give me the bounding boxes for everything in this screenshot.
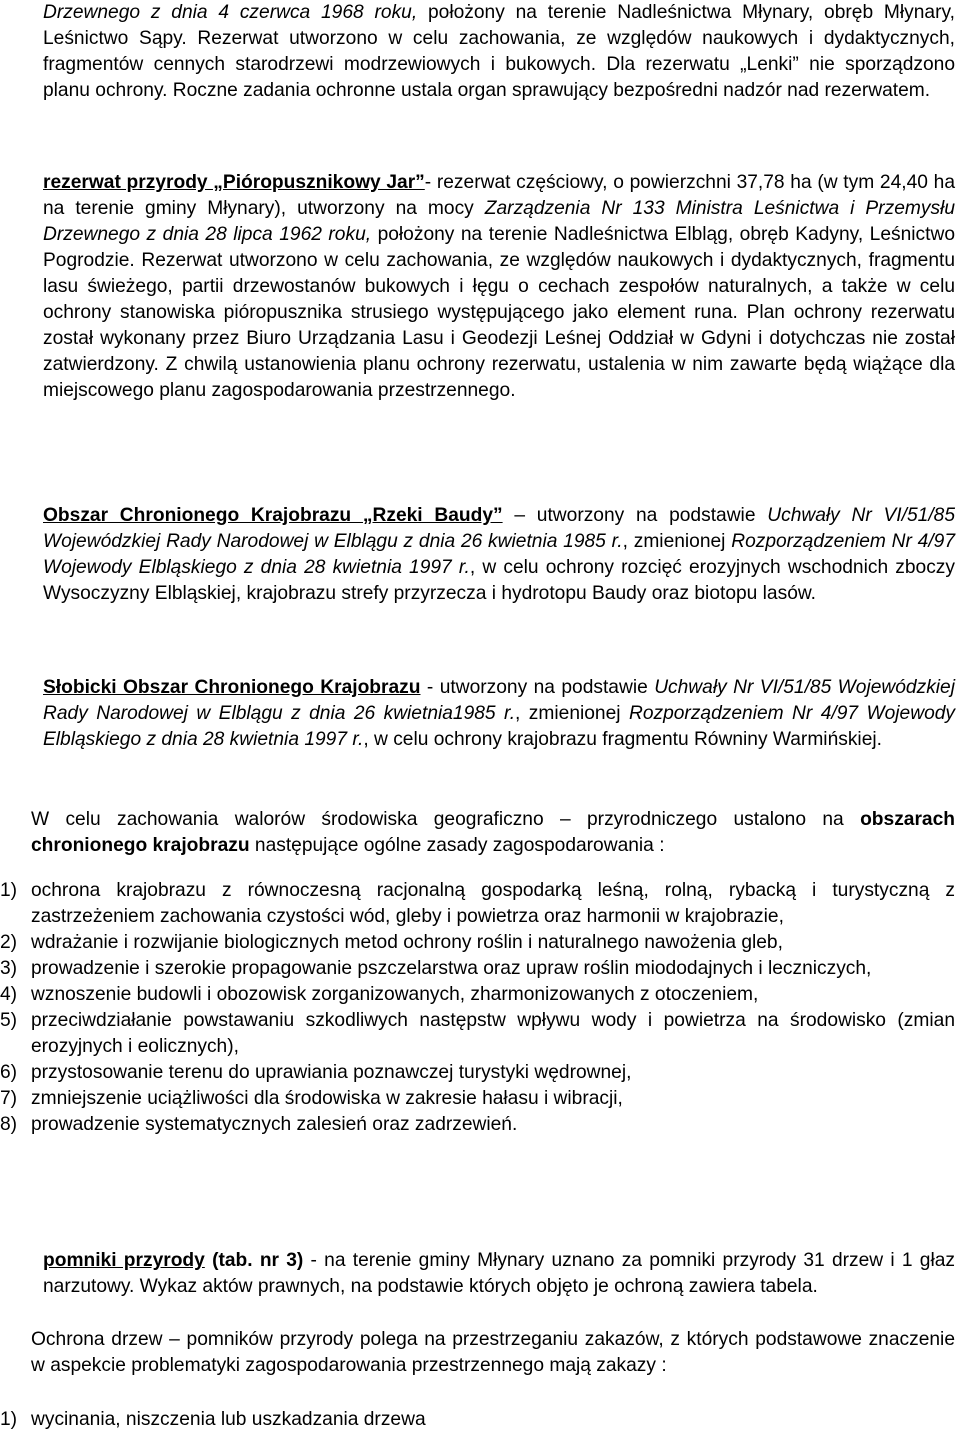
act-reference: Uchwały Nr VI/51/85 Wojewódzkiej Rady Narodowej w Elblągu z dnia 26 kwietnia 1985 r. xyxy=(43,505,955,552)
list-number: 5) xyxy=(0,1010,18,1031)
list-number: 6) xyxy=(0,1062,18,1083)
act-reference: Rozporządzeniem Nr 4/97 Wojewody Elbląskiego z dnia 28 kwietnia 1997 r. xyxy=(43,531,955,578)
paragraph-text: , w celu ochrony rozcięć erozyjnych wschodnich zboczy Wysoczyzny Elbląskiej, krajobrazu strefy przyrzecza i hydrotopu Baudy oraz biotopu lasów. xyxy=(43,557,955,604)
section-heading: rezerwat przyrody „Pióropusznikowy Jar” xyxy=(43,172,425,193)
section-heading: Obszar Chronionego Krajobrazu „Rzeki Baudy” xyxy=(43,505,503,526)
list-number: 7) xyxy=(0,1088,18,1109)
paragraph-text: położony na terenie Nadleśnictwa Młynary, obręb Młynary, Leśnictwo Sąpy. Rezerwat utworzono w celu zachowania, ze względów naukowych i dydaktycznych, fragmentów cennych starodrzewi modrzewiowych i bukowych. Dla rezerwatu „Lenki” nie sporządzono planu ochrony. Roczne zadania ochronne ustala organ sprawujący bezpośredni nadzór nad rezerwatem. xyxy=(43,2,955,101)
list-item xyxy=(0,1008,955,1060)
list-item-text: przeciwdziałanie powstawaniu szkodliwych następstw wpływu wody i powietrza na środowisko (zmian erozyjnych i eolicznych), xyxy=(31,1010,955,1057)
paragraph-text: - rezerwat częściowy, o powierzchni 37,78 ha (w tym 24,40 ha na terenie gminy Młynary), utworzony na mocy xyxy=(43,172,955,219)
prohibitions-list xyxy=(0,1407,955,1433)
list-item xyxy=(0,878,955,930)
act-reference: Drzewnego z dnia 4 czerwca 1968 roku, xyxy=(43,2,418,23)
table-reference: (tab. nr 3) xyxy=(212,1250,304,1271)
act-reference: Uchwały Nr VI/51/85 Wojewódzkiej Rady Narodowej w Elblągu z dnia 26 kwietnia1985 r. xyxy=(43,677,955,724)
paragraph-text: - utworzony na podstawie xyxy=(420,677,655,698)
list-number: 3) xyxy=(0,958,18,979)
list-item-text: wdrażanie i rozwijanie biologicznych metod ochrony roślin i naturalnego nawożenia gleb, xyxy=(31,932,783,953)
paragraph-obszar-slobicki xyxy=(43,675,955,753)
bold-term: obszarach chronionego krajobrazu xyxy=(31,809,955,856)
list-number: 2) xyxy=(0,932,18,953)
list-item-text: zmniejszenie uciążliwości dla środowiska w zakresie hałasu i wibracji, xyxy=(31,1088,623,1109)
paragraph-lenki-reserve xyxy=(43,0,955,104)
list-number: 1) xyxy=(0,1409,18,1430)
paragraph-text: następujące ogólne zasady zagospodarowania : xyxy=(249,835,665,856)
list-number: 4) xyxy=(0,984,18,1005)
paragraph-text: , w celu ochrony krajobrazu fragmentu Równiny Warmińskiej. xyxy=(363,729,882,750)
list-item-text: przystosowanie terenu do uprawiania poznawczej turystyki wędrownej, xyxy=(31,1062,632,1083)
list-item-text: prowadzenie i szerokie propagowanie pszczelarstwa oraz upraw roślin miododajnych i leczniczych, xyxy=(31,958,872,979)
list-item xyxy=(0,1112,955,1138)
list-item-text: prowadzenie systematycznych zalesień oraz zadrzewień. xyxy=(31,1114,518,1135)
paragraph-text: , zmienionej xyxy=(622,531,732,552)
paragraph-text: , zmienionej xyxy=(515,703,629,724)
list-number: 8) xyxy=(0,1114,18,1135)
paragraph-principles-intro xyxy=(31,807,955,859)
act-reference: Rozporządzeniem Nr 4/97 Wojewody Elbląskiego z dnia 28 kwietnia 1997 r. xyxy=(43,703,955,750)
list-item xyxy=(0,1060,955,1086)
section-heading: Słobicki Obszar Chronionego Krajobrazu xyxy=(43,677,421,698)
paragraph-text: W celu zachowania walorów środowiska geograficzno – przyrodniczego ustalono na xyxy=(31,809,861,830)
paragraph-text: – utworzony na podstawie xyxy=(502,505,768,526)
paragraph-ochrona-drzew xyxy=(31,1327,955,1379)
paragraph-text: położony na terenie Nadleśnictwa Elbląg, obręb Kadyny, Leśnictwo Pogrodzie. Rezerwat utworzono w celu zachowania, ze względów naukowych i dydaktycznych, fragmentu lasu świeżego, partii drzewostanów bukowych i łęgu o cechach zespołów naturalnych, a także w celu ochrony stanowiska pióropusznika strusiego występującego jako element runa. Plan ochrony rezerwatu został wykonany przez Biuro Urządzania Lasu i Geodezji Leśnej Oddział w Gdyni i dotychczas nie został zatwierdzony. Z chwilą ustanowienia planu ochrony rezerwatu, ustalenia w nim zawarte będą wiążące dla miejscowego planu zagospodarowania przestrzennego. xyxy=(43,224,955,401)
list-item-text: wznoszenie budowli i obozowisk zorganizowanych, zharmonizowanych z otoczeniem, xyxy=(31,984,759,1005)
list-number: 1) xyxy=(0,880,18,901)
list-item xyxy=(0,982,955,1008)
list-item xyxy=(0,930,955,956)
paragraph-text: - na terenie gminy Młynary uznano za pomniki przyrody 31 drzew i 1 głaz narzutowy. Wykaz aktów prawnych, na podstawie których objęto je ochroną zawiera tabela. xyxy=(43,1250,955,1297)
list-item xyxy=(0,956,955,982)
list-item-text: wycinania, niszczenia lub uszkadzania drzewa xyxy=(31,1409,426,1430)
paragraph-text: Ochrona drzew – pomników przyrody polega na przestrzeganiu zakazów, z których podstawowe znaczenie w aspekcie problematyki zagospodarowania przestrzennego mają zakazy : xyxy=(31,1329,955,1376)
paragraph-obszar-baudy xyxy=(43,503,955,607)
paragraph-pioropusznikowy-jar xyxy=(43,170,955,404)
principles-list xyxy=(0,878,955,1138)
list-item-text: ochrona krajobrazu z równoczesną racjonalną gospodarką leśną, rolną, rybacką i turystyczną z zastrzeżeniem zachowania czystości wód, gleby i powietrza oraz harmonii w krajobrazie, xyxy=(31,880,955,927)
paragraph-pomniki-przyrody xyxy=(43,1248,955,1300)
list-item xyxy=(0,1407,955,1433)
act-reference: Zarządzenia Nr 133 Ministra Leśnictwa i Przemysłu Drzewnego z dnia 28 lipca 1962 roku, xyxy=(43,198,955,245)
list-item xyxy=(0,1086,955,1112)
section-heading: pomniki przyrody xyxy=(43,1250,205,1271)
